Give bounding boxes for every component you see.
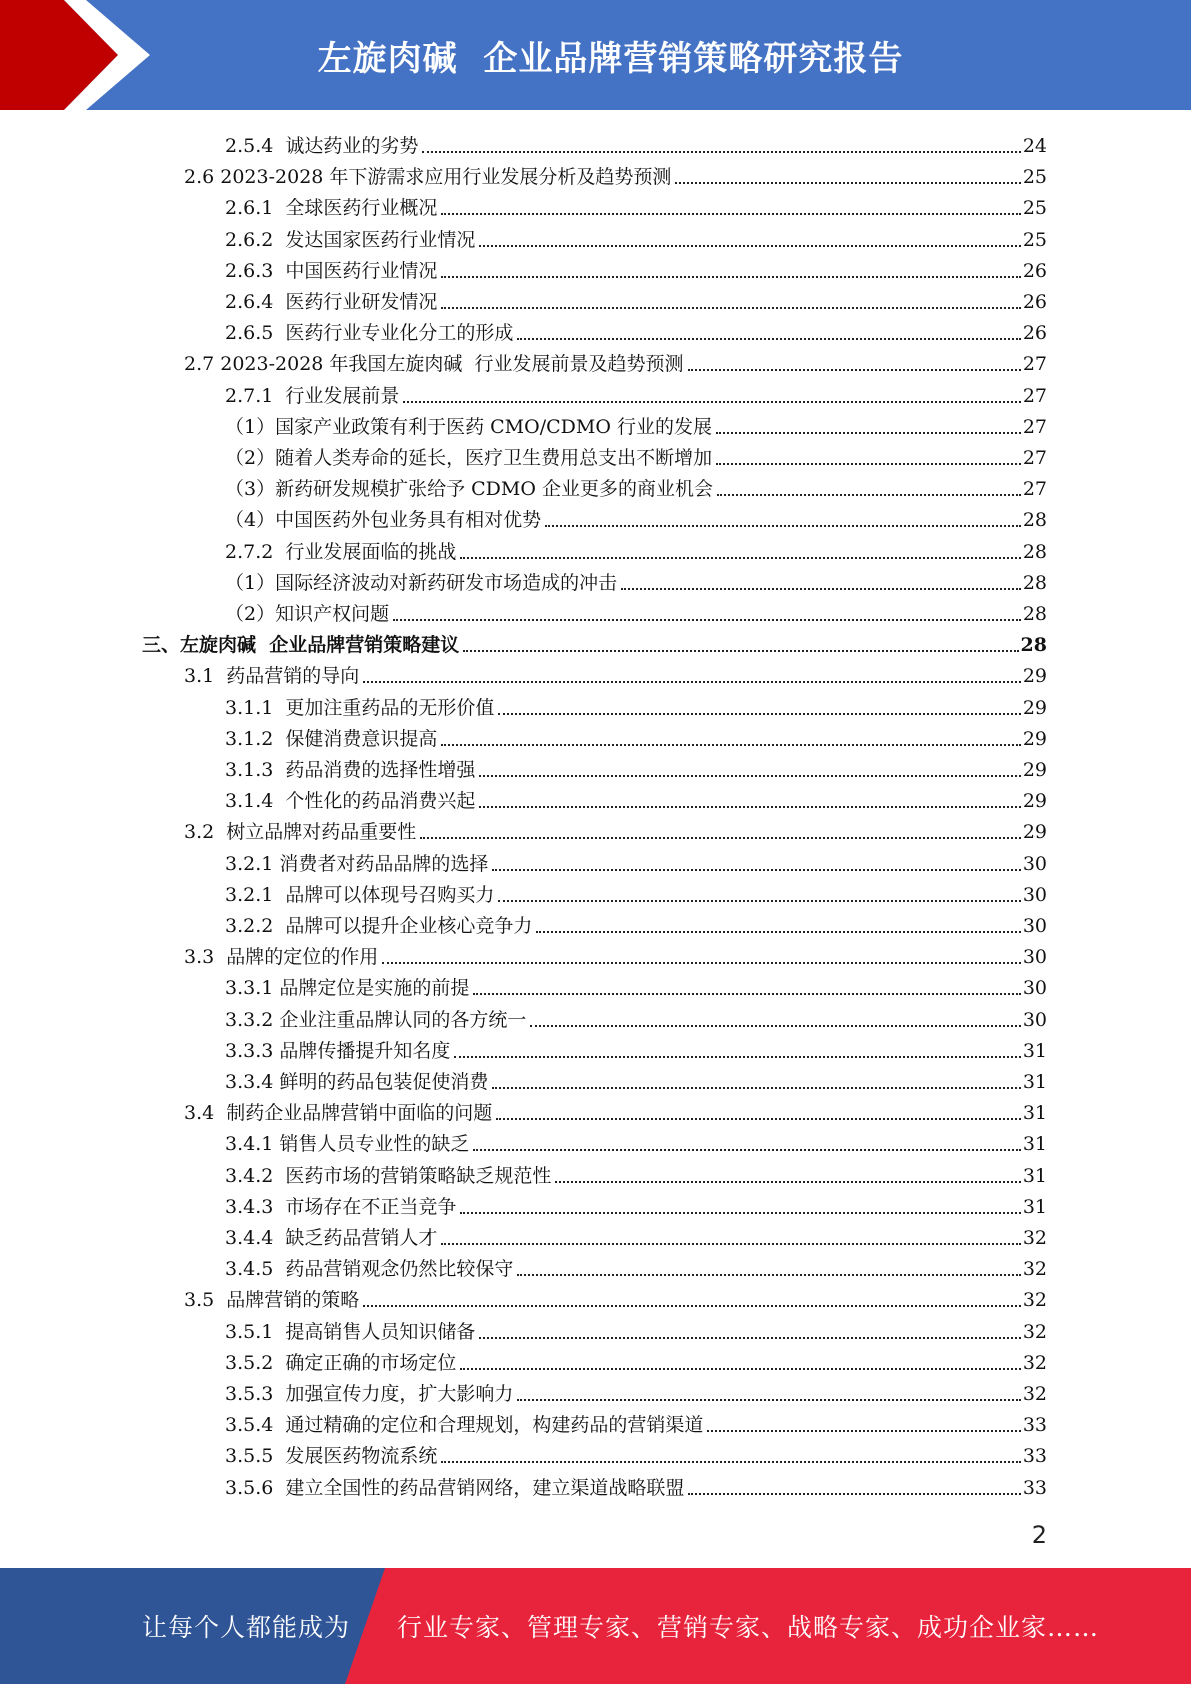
toc-entry-label: 3.4 制药企业品牌营销中面临的问题 xyxy=(184,1102,493,1125)
toc-entry[interactable] xyxy=(225,439,1047,470)
toc-dot-leader xyxy=(473,993,1020,995)
toc-entry-label: （1）国家产业政策有利于医药 CMO/CDMO 行业的发展 xyxy=(225,415,712,438)
toc-entry[interactable] xyxy=(225,470,1047,501)
toc-entry-label: 2.7.1 行业发展前景 xyxy=(225,384,400,407)
toc-dot-leader xyxy=(382,962,1021,964)
toc-entry[interactable] xyxy=(225,751,1047,782)
toc-entry[interactable] xyxy=(225,1001,1047,1032)
toc-entry-page: 28 xyxy=(1020,634,1047,657)
toc-entry-page: 32 xyxy=(1022,1289,1047,1312)
toc-entry-label: 3.4.3 市场存在不正当竞争 xyxy=(225,1195,457,1218)
toc-dot-leader xyxy=(517,338,1020,340)
toc-entry[interactable] xyxy=(184,1094,1047,1125)
toc-entry-page: 29 xyxy=(1022,790,1047,813)
footer-slogan-left: 让每个人都能成为 xyxy=(142,1613,351,1642)
toc-entry-page: 29 xyxy=(1022,696,1047,719)
toc-entry-label: 3.1.4 个性化的药品消费兴起 xyxy=(225,790,476,813)
page-number: 2 xyxy=(1031,1521,1047,1549)
toc-entry-page: 25 xyxy=(1022,228,1047,251)
toc-entry-page: 29 xyxy=(1022,665,1047,688)
toc-entry-label: 3.5.4 通过精确的定位和合理规划，构建药品的营销渠道 xyxy=(225,1414,704,1437)
toc-entry-label: 3.4.4 缺乏药品营销人才 xyxy=(225,1227,438,1249)
toc-entry-page: 30 xyxy=(1022,1008,1047,1031)
toc-dot-leader xyxy=(422,151,1020,153)
toc-dot-leader xyxy=(545,525,1021,527)
toc-entry[interactable] xyxy=(225,1219,1047,1250)
toc-entry-label: 2.6.2 发达国家医药行业情况 xyxy=(225,228,476,251)
toc-dot-leader xyxy=(460,557,1020,559)
toc-entry[interactable] xyxy=(225,1125,1047,1156)
toc-dot-leader xyxy=(707,1430,1020,1432)
toc-dot-leader xyxy=(441,276,1020,278)
toc-entry-label: 三、左旋肉碱 企业品牌营销策略建议 xyxy=(142,634,460,657)
toc-dot-leader xyxy=(517,1399,1020,1401)
toc-entry-page: 32 xyxy=(1022,1227,1047,1249)
toc-dot-leader xyxy=(393,619,1021,621)
toc-entry-label: 3.2.2 品牌可以提升企业核心竞争力 xyxy=(225,915,533,937)
toc-entry-label: 3.3.4 鲜明的药品包装促使消费 xyxy=(225,1071,489,1093)
toc-entry-page: 29 xyxy=(1022,727,1047,750)
toc-entry-page: 27 xyxy=(1022,384,1047,407)
toc-dot-leader xyxy=(479,245,1020,247)
toc-entry[interactable] xyxy=(142,626,1047,657)
toc-entry-label: 3.5.5 发展医药物流系统 xyxy=(225,1445,438,1468)
toc-dot-leader xyxy=(716,432,1021,434)
toc-entry-page: 31 xyxy=(1022,1039,1047,1062)
toc-entry-page: 30 xyxy=(1022,852,1047,875)
toc-dot-leader xyxy=(473,1149,1020,1151)
toc-entry[interactable] xyxy=(225,1032,1047,1063)
toc-entry-label: 3.5.2 确定正确的市场定位 xyxy=(225,1351,457,1374)
page-footer xyxy=(0,1568,1191,1684)
toc-entry[interactable] xyxy=(225,564,1047,595)
toc-dot-leader xyxy=(530,1025,1020,1027)
toc-entry[interactable] xyxy=(184,158,1047,189)
toc-entry[interactable] xyxy=(184,938,1047,969)
toc-dot-leader xyxy=(492,1087,1020,1089)
toc-entry-page: 26 xyxy=(1022,259,1047,282)
toc-entry-page: 29 xyxy=(1022,821,1047,844)
toc-entry[interactable] xyxy=(184,345,1047,376)
toc-entry[interactable] xyxy=(225,876,1047,907)
toc-entry-page: 32 xyxy=(1022,1258,1047,1281)
toc-dot-leader xyxy=(463,650,1018,652)
toc-dot-leader xyxy=(441,213,1020,215)
toc-entry-page: 31 xyxy=(1022,1164,1047,1187)
toc-entry[interactable] xyxy=(225,1406,1047,1437)
toc-entry[interactable] xyxy=(225,377,1047,408)
toc-entry-page: 28 xyxy=(1022,571,1047,594)
toc-entry-label: 2.5.4 诚达药业的劣势 xyxy=(225,135,419,157)
toc-entry[interactable] xyxy=(184,813,1047,844)
toc-entry-label: （3）新药研发规模扩张给予 CDMO 企业更多的商业机会 xyxy=(225,478,713,501)
toc-entry-page: 31 xyxy=(1022,1102,1047,1125)
toc-entry-label: 2.6.1 全球医药行业概况 xyxy=(225,197,438,220)
toc-entry-label: 3.2.1 品牌可以体现号召购买力 xyxy=(225,883,495,906)
toc-entry-page: 25 xyxy=(1022,197,1047,220)
toc-entry[interactable] xyxy=(225,907,1047,938)
toc-entry-page: 28 xyxy=(1022,509,1047,532)
toc-entry-label: 3.2.1 消费者对药品品牌的选择 xyxy=(225,852,489,875)
toc-dot-leader xyxy=(441,744,1020,746)
toc-entry-page: 32 xyxy=(1022,1320,1047,1343)
toc-dot-leader xyxy=(675,182,1020,184)
toc-entry-label: 3.2 树立品牌对药品重要性 xyxy=(184,821,417,844)
toc-entry[interactable] xyxy=(225,1188,1047,1219)
toc-entry-page: 29 xyxy=(1022,759,1047,781)
toc-entry-label: 2.6.3 中国医药行业情况 xyxy=(225,259,438,282)
toc-entry-label: 3.5 品牌营销的策略 xyxy=(184,1289,360,1312)
toc-dot-leader xyxy=(492,869,1020,871)
toc-entry-label: 3.1 药品营销的导向 xyxy=(184,665,360,688)
toc-entry-label: 3.3.3 品牌传播提升知名度 xyxy=(225,1039,451,1062)
toc-entry[interactable] xyxy=(225,408,1047,439)
toc-entry[interactable] xyxy=(225,252,1047,283)
toc-dot-leader xyxy=(363,681,1021,683)
toc-entry-page: 30 xyxy=(1022,946,1047,969)
toc-entry[interactable] xyxy=(225,595,1047,626)
toc-dot-leader xyxy=(479,806,1020,808)
toc-entry-page: 33 xyxy=(1022,1445,1047,1468)
toc-entry-label: （4）中国医药外包业务具有相对优势 xyxy=(225,509,542,532)
toc-dot-leader xyxy=(479,775,1020,777)
toc-entry-label: 2.7 2023-2028 年我国左旋肉碱 行业发展前景及趋势预测 xyxy=(184,353,684,376)
toc-entry-label: 3.5.3 加强宣传力度，扩大影响力 xyxy=(225,1383,514,1405)
toc-entry-page: 30 xyxy=(1022,883,1047,906)
toc-entry-label: 3.3.1 品牌定位是实施的前提 xyxy=(225,977,470,1000)
toc-entry[interactable] xyxy=(225,127,1047,158)
toc-entry-page: 32 xyxy=(1022,1351,1047,1374)
toc-dot-leader xyxy=(441,307,1020,309)
toc-entry[interactable] xyxy=(184,657,1047,688)
toc-entry[interactable] xyxy=(225,1375,1047,1406)
toc-dot-leader xyxy=(621,588,1021,590)
toc-entry[interactable] xyxy=(225,1437,1047,1468)
toc-dot-leader xyxy=(688,369,1021,371)
toc-entry-label: 3.4.1 销售人员专业性的缺乏 xyxy=(225,1133,470,1156)
toc-dot-leader xyxy=(363,1305,1021,1307)
toc-entry-page: 26 xyxy=(1022,291,1047,313)
toc-dot-leader xyxy=(688,1493,1020,1495)
toc-dot-leader xyxy=(498,900,1020,902)
toc-entry[interactable] xyxy=(225,1313,1047,1344)
toc-entry[interactable] xyxy=(225,1063,1047,1094)
toc-entry-page: 28 xyxy=(1022,603,1047,625)
toc-dot-leader xyxy=(536,931,1020,933)
toc-entry-page: 31 xyxy=(1022,1071,1047,1093)
toc-entry[interactable] xyxy=(225,1469,1047,1500)
footer-slogan-right: 行业专家、管理专家、营销专家、战略专家、成功企业家…… xyxy=(397,1613,1100,1642)
toc-entry[interactable] xyxy=(225,1157,1047,1188)
toc-entry-label: 3.3 品牌的定位的作用 xyxy=(184,946,379,969)
toc-entry-label: 2.6.5 医药行业专业化分工的形成 xyxy=(225,322,514,345)
toc-entry-page: 27 xyxy=(1022,353,1047,376)
toc-entry[interactable] xyxy=(225,189,1047,220)
toc-entry[interactable] xyxy=(225,283,1047,314)
toc-entry-label: （2）随着人类寿命的延长，医疗卫生费用总支出不断增加 xyxy=(225,447,713,469)
page-header xyxy=(0,0,1191,110)
toc-dot-leader xyxy=(517,1274,1020,1276)
toc-entry[interactable] xyxy=(225,1250,1047,1281)
toc-entry[interactable] xyxy=(225,720,1047,751)
toc-entry-label: 3.1.3 药品消费的选择性增强 xyxy=(225,759,476,781)
toc-entry[interactable] xyxy=(225,782,1047,813)
toc-entry-label: 3.1.2 保健消费意识提高 xyxy=(225,727,438,750)
toc-dot-leader xyxy=(441,1243,1020,1245)
toc-entry[interactable] xyxy=(225,533,1047,564)
toc-entry-label: 3.4.2 医药市场的营销策略缺乏规范性 xyxy=(225,1164,552,1187)
toc-dot-leader xyxy=(555,1181,1020,1183)
toc-entry-label: 3.4.5 药品营销观念仍然比较保守 xyxy=(225,1258,514,1281)
toc-dot-leader xyxy=(420,837,1021,839)
toc-dot-leader xyxy=(496,1118,1021,1120)
toc-entry-page: 27 xyxy=(1022,478,1047,501)
toc-entry-page: 24 xyxy=(1022,135,1047,157)
toc-dot-leader xyxy=(498,713,1020,715)
toc-entry-label: 3.3.2 企业注重品牌认同的各方统一 xyxy=(225,1008,527,1031)
toc-entry-page: 28 xyxy=(1022,540,1047,563)
toc-dot-leader xyxy=(454,1056,1020,1058)
toc-entry-label: 3.1.1 更加注重药品的无形价值 xyxy=(225,696,495,719)
toc-entry-page: 32 xyxy=(1022,1383,1047,1405)
toc-entry[interactable] xyxy=(184,1281,1047,1312)
toc-entry-page: 33 xyxy=(1022,1414,1047,1437)
toc-dot-leader xyxy=(460,1212,1020,1214)
toc-entry-label: （2）知识产权问题 xyxy=(225,603,390,625)
toc-entry-label: 2.6 2023-2028 年下游需求应用行业发展分析及趋势预测 xyxy=(184,166,672,189)
toc-entry-page: 25 xyxy=(1022,166,1047,189)
report-title: 左旋肉碱 企业品牌营销策略研究报告 xyxy=(317,38,904,79)
toc-entry-page: 27 xyxy=(1022,447,1047,469)
toc-dot-leader xyxy=(403,401,1020,403)
toc-entry[interactable] xyxy=(225,969,1047,1000)
toc-entry-page: 30 xyxy=(1022,977,1047,1000)
toc-entry[interactable] xyxy=(225,221,1047,252)
toc-entry-page: 26 xyxy=(1022,322,1047,345)
toc-entry[interactable] xyxy=(225,1344,1047,1375)
toc-entry-label: （1）国际经济波动对新药研发市场造成的冲击 xyxy=(225,571,618,594)
toc-entry-page: 30 xyxy=(1022,915,1047,937)
toc-entry[interactable] xyxy=(225,314,1047,345)
toc-dot-leader xyxy=(716,463,1021,465)
toc-entry-label: 3.5.1 提高销售人员知识储备 xyxy=(225,1320,476,1343)
toc-dot-leader xyxy=(479,1337,1020,1339)
toc-dot-leader xyxy=(717,494,1021,496)
toc-entry-label: 2.7.2 行业发展面临的挑战 xyxy=(225,540,457,563)
toc-entry-page: 27 xyxy=(1022,415,1047,438)
toc-entry-label: 3.5.6 建立全国性的药品营销网络，建立渠道战略联盟 xyxy=(225,1476,685,1499)
toc-entry-page: 33 xyxy=(1022,1476,1047,1499)
toc-entry[interactable] xyxy=(225,845,1047,876)
toc-entry-page: 31 xyxy=(1022,1195,1047,1218)
toc-entry[interactable] xyxy=(225,501,1047,532)
toc-dot-leader xyxy=(441,1461,1020,1463)
toc-dot-leader xyxy=(460,1368,1020,1370)
toc-entry-page: 31 xyxy=(1022,1133,1047,1156)
toc-entry-label: 2.6.4 医药行业研发情况 xyxy=(225,291,438,313)
toc-entry[interactable] xyxy=(225,689,1047,720)
